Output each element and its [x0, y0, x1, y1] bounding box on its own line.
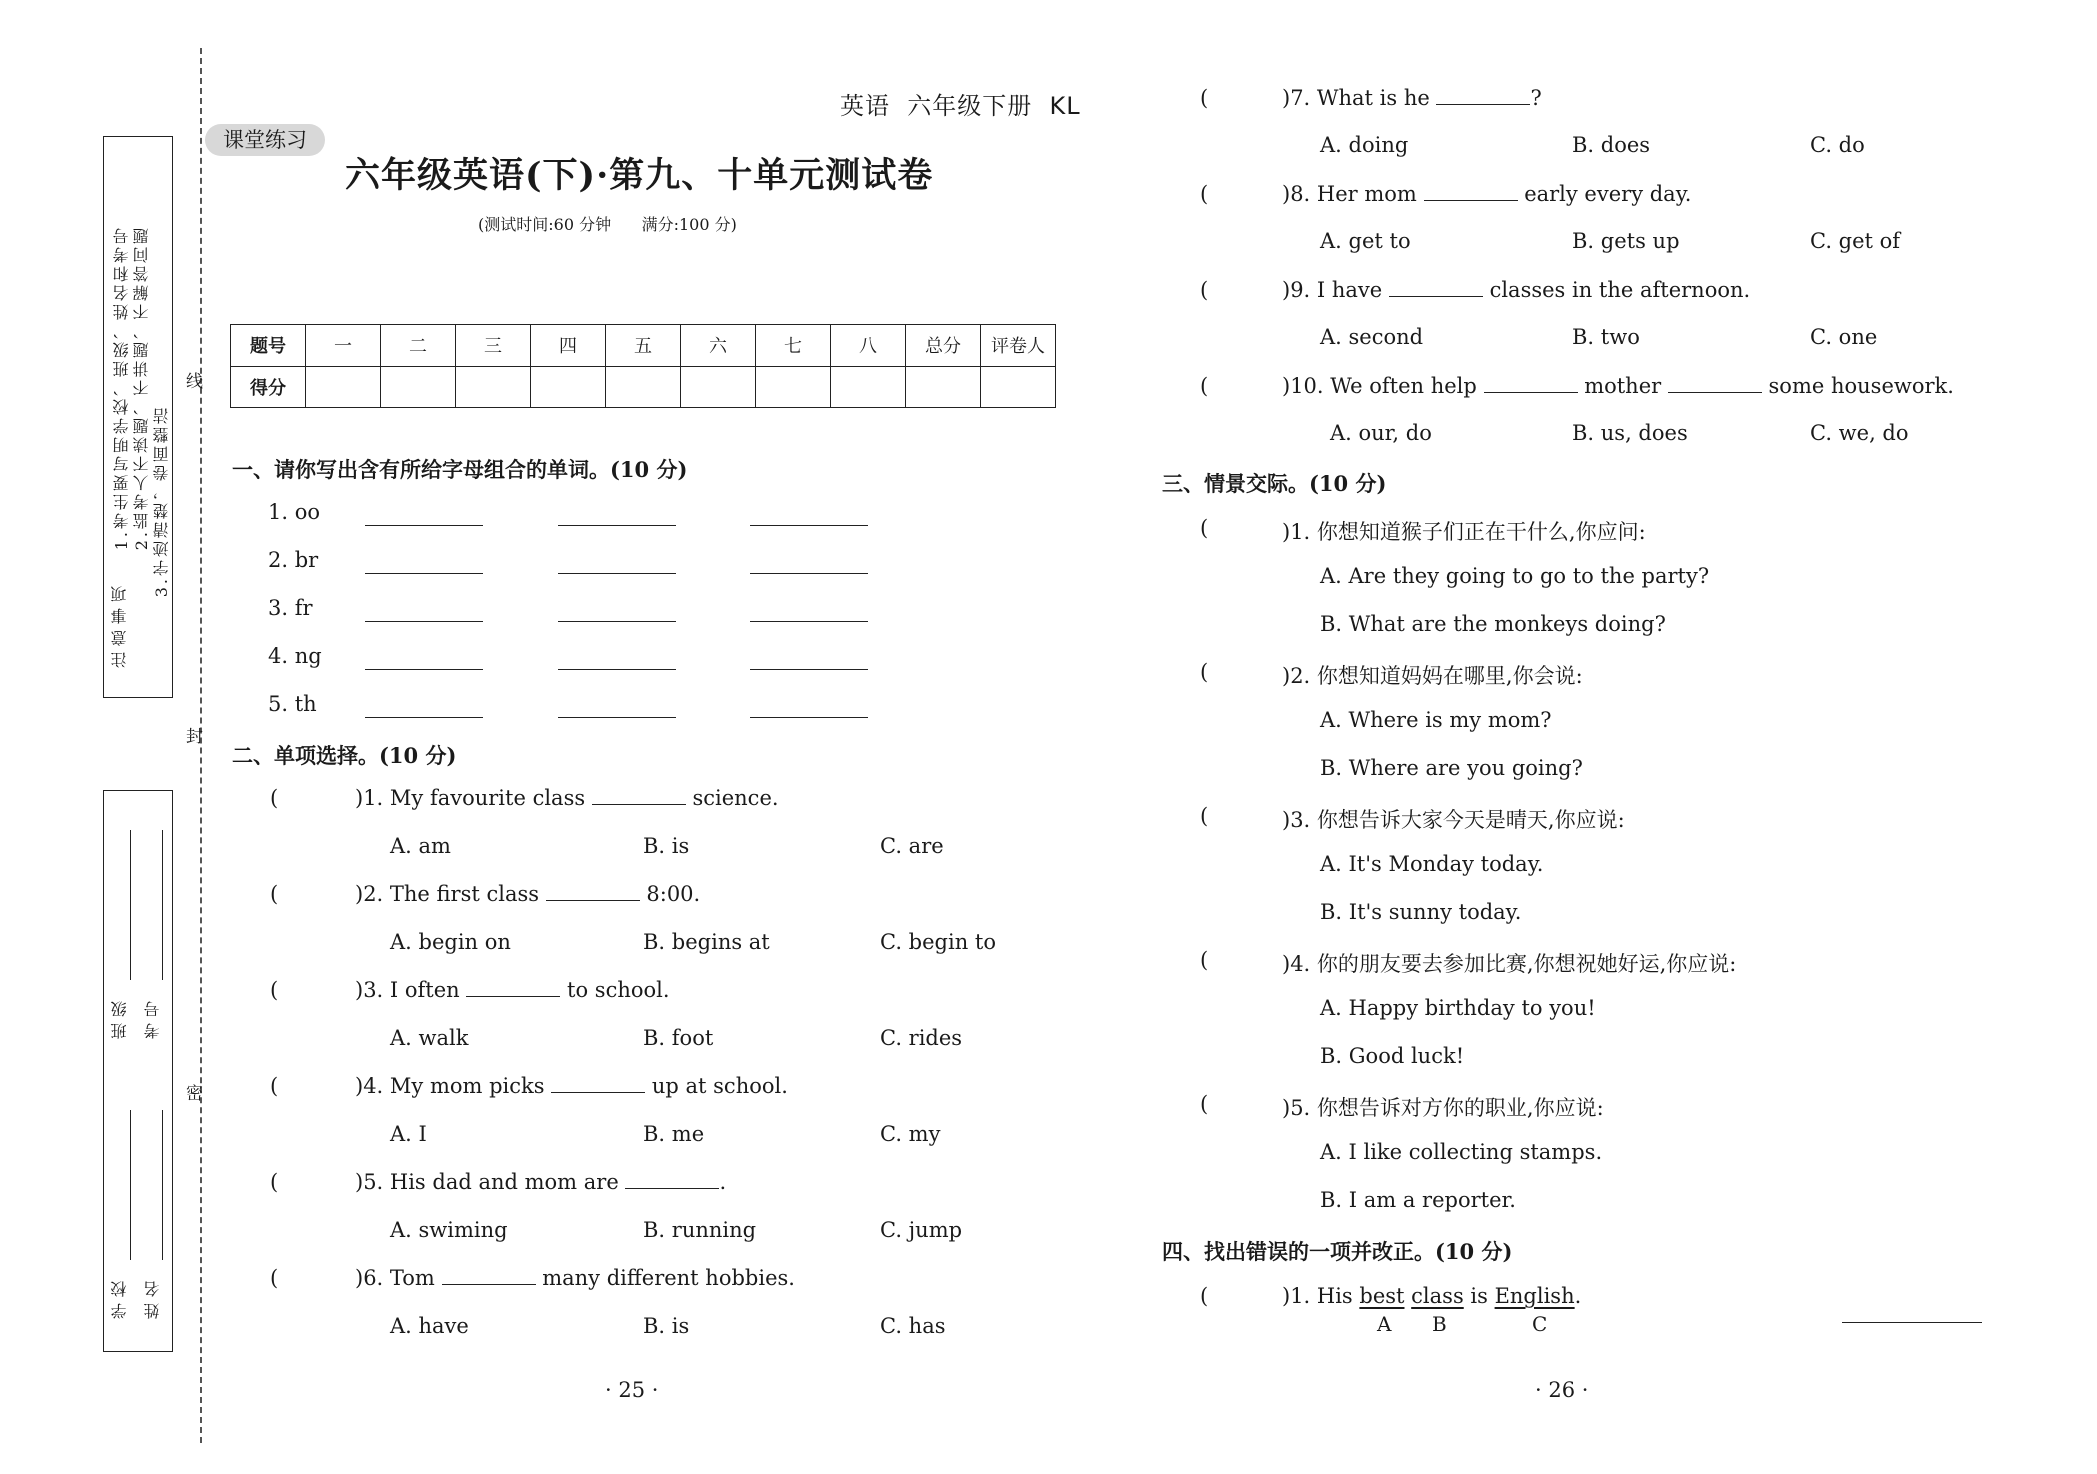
option-b: B. foot — [643, 1026, 714, 1050]
option-b: B. gets up — [1572, 229, 1680, 253]
question-stem: )5. His dad and mom are . — [355, 1170, 727, 1194]
option-a: A. our, do — [1330, 421, 1432, 445]
option-b: B. begins at — [643, 930, 770, 954]
school-field-line — [130, 1110, 131, 1260]
option-b: B. running — [643, 1218, 757, 1242]
answer-paren[interactable]: ( — [1200, 660, 1209, 684]
answer-blank[interactable] — [558, 621, 676, 622]
option-word-b: class — [1411, 1284, 1464, 1308]
score-input-cell[interactable] — [381, 366, 456, 408]
notes-line-3: 3.字迹清楚，卷面整洁 — [152, 405, 171, 598]
answer-paren[interactable]: ( — [1200, 278, 1209, 302]
score-cell: 五 — [606, 325, 681, 367]
score-cell: 一 — [306, 325, 381, 367]
option-a: A. get to — [1320, 229, 1411, 253]
answer-blank[interactable] — [750, 669, 868, 670]
option-a: A. Where is my mom? — [1320, 708, 1552, 732]
letter-combo-item: 1. oo — [268, 500, 320, 524]
option-c: C. we, do — [1810, 421, 1909, 445]
question-stem: )8. Her mom early every day. — [1282, 182, 1692, 206]
option-c: C. are — [880, 834, 944, 858]
binding-dashed-line — [200, 48, 202, 1443]
option-c: C. one — [1810, 325, 1878, 349]
option-b: B. I am a reporter. — [1320, 1188, 1516, 1212]
score-input-cell[interactable] — [681, 366, 756, 408]
option-a: A. Happy birthday to you! — [1320, 996, 1596, 1020]
exam-subtitle: (测试时间:60 分钟 满分:100 分) — [478, 215, 737, 234]
answer-paren[interactable]: ( — [1200, 182, 1209, 206]
name-field-line — [162, 1110, 163, 1260]
option-a: A. have — [390, 1314, 469, 1338]
score-cell: 二 — [381, 325, 456, 367]
question-stem: )4. 你的朋友要去参加比赛,你想祝她好运,你应说: — [1282, 952, 1737, 976]
question-stem: )7. What is he ? — [1282, 86, 1542, 110]
question-stem: )10. We often help mother some housework. — [1282, 374, 1954, 398]
option-c: C. jump — [880, 1218, 963, 1242]
field-name: 姓名 — [143, 1275, 162, 1319]
section1-title: 一、请你写出含有所给字母组合的单词。(10 分) — [232, 457, 688, 482]
subject-header: 英语 六年级下册 KL — [840, 92, 1081, 120]
question-stem: )9. I have classes in the afternoon. — [1282, 278, 1751, 302]
score-cell: 总分 — [906, 325, 981, 367]
score-value-row — [231, 366, 1056, 408]
answer-paren[interactable]: ( — [270, 1170, 279, 1194]
page-number-left: · 25 · — [605, 1378, 659, 1402]
answer-blank[interactable] — [558, 573, 676, 574]
score-cell: 得分 — [231, 366, 306, 408]
answer-blank[interactable] — [365, 621, 483, 622]
question-stem: )1. My favourite class science. — [355, 786, 779, 810]
answer-blank[interactable] — [750, 525, 868, 526]
answer-blank[interactable] — [365, 573, 483, 574]
answer-paren[interactable]: ( — [270, 882, 279, 906]
field-school: 学校 — [110, 1275, 129, 1319]
option-a: A. am — [390, 834, 451, 858]
answer-blank[interactable] — [750, 573, 868, 574]
notes-line-1: 1.考生要写明学校、班级、姓名和考号 — [112, 225, 131, 551]
field-class: 班级 — [110, 995, 129, 1039]
answer-paren[interactable]: ( — [1200, 516, 1209, 540]
practice-badge: 课堂练习 — [205, 124, 325, 156]
score-cell: 八 — [831, 325, 906, 367]
score-input-cell[interactable] — [981, 366, 1056, 408]
score-input-cell[interactable] — [906, 366, 981, 408]
option-a: A. swiming — [390, 1218, 508, 1242]
question-stem: )6. Tom many different hobbies. — [355, 1266, 795, 1290]
option-b: B. is — [643, 834, 690, 858]
answer-paren[interactable]: ( — [1200, 948, 1209, 972]
answer-blank[interactable] — [365, 717, 483, 718]
option-c: C. begin to — [880, 930, 996, 954]
question-stem: )1. 你想知道猴子们正在干什么,你应问: — [1282, 520, 1646, 544]
answer-blank[interactable] — [558, 717, 676, 718]
option-b: B. Where are you going? — [1320, 756, 1583, 780]
answer-blank[interactable] — [750, 621, 868, 622]
option-a: A. begin on — [390, 930, 511, 954]
option-a: A. second — [1320, 325, 1424, 349]
score-cell: 评卷人 — [981, 325, 1056, 367]
exam-title: 六年级英语(下)·第九、十单元测试卷 — [345, 155, 934, 196]
question-stem: )3. 你想告诉大家今天是晴天,你应说: — [1282, 808, 1625, 832]
score-input-cell[interactable] — [756, 366, 831, 408]
score-cell: 七 — [756, 325, 831, 367]
score-input-cell[interactable] — [606, 366, 681, 408]
section2-title: 二、单项选择。(10 分) — [232, 743, 457, 768]
score-input-cell[interactable] — [306, 366, 381, 408]
option-b: B. two — [1572, 325, 1640, 349]
seal-char-seal: 封 — [182, 727, 202, 744]
answer-paren[interactable]: ( — [1200, 86, 1209, 110]
answer-blank[interactable] — [365, 669, 483, 670]
question-stem: )3. I often to school. — [355, 978, 670, 1002]
option-b: B. is — [643, 1314, 690, 1338]
option-b: B. It's sunny today. — [1320, 900, 1522, 924]
field-exam-number: 考号 — [143, 995, 162, 1039]
option-b: B. What are the monkeys doing? — [1320, 612, 1666, 636]
section4-title: 四、找出错误的一项并改正。(10 分) — [1162, 1239, 1513, 1264]
correction-blank[interactable] — [1842, 1322, 1982, 1323]
answer-paren[interactable]: ( — [270, 786, 279, 810]
seal-char-line: 线 — [182, 372, 202, 389]
notes-label: 注意事项 — [110, 580, 129, 668]
score-cell: 六 — [681, 325, 756, 367]
letter-combo-item: 2. br — [268, 548, 319, 572]
section3-title: 三、情景交际。(10 分) — [1162, 471, 1387, 496]
error-correction-sentence: )1. His best class is English. — [1282, 1284, 1582, 1308]
option-a: A. I — [390, 1122, 427, 1146]
question-stem: )2. 你想知道妈妈在哪里,你会说: — [1282, 664, 1583, 688]
answer-paren[interactable]: ( — [270, 1266, 279, 1290]
answer-paren[interactable]: ( — [270, 978, 279, 1002]
answer-paren[interactable]: ( — [1200, 1284, 1209, 1308]
option-a: A. walk — [390, 1026, 469, 1050]
notes-line-2: 2.监考人不读题、不讲题、不解答问题 — [132, 225, 151, 551]
option-c: C. rides — [880, 1026, 963, 1050]
option-word-c: English — [1494, 1284, 1575, 1308]
question-stem: )4. My mom picks up at school. — [355, 1074, 788, 1098]
score-input-cell[interactable] — [831, 366, 906, 408]
option-a: A. It's Monday today. — [1320, 852, 1544, 876]
answer-paren[interactable]: ( — [1200, 1092, 1209, 1116]
option-label-a: A — [1377, 1312, 1392, 1336]
option-c: C. get of — [1810, 229, 1901, 253]
question-stem: )2. The first class 8:00. — [355, 882, 701, 906]
option-b: B. does — [1572, 133, 1651, 157]
score-cell: 四 — [531, 325, 606, 367]
score-input-cell[interactable] — [531, 366, 606, 408]
answer-paren[interactable]: ( — [270, 1074, 279, 1098]
seal-char-dense: 密 — [182, 1084, 202, 1101]
score-cell: 三 — [456, 325, 531, 367]
option-a: A. Are they going to go to the party? — [1320, 564, 1710, 588]
option-label-b: B — [1432, 1312, 1447, 1336]
score-table — [230, 324, 1056, 408]
answer-blank[interactable] — [558, 669, 676, 670]
option-c: C. my — [880, 1122, 941, 1146]
answer-paren[interactable]: ( — [1200, 374, 1209, 398]
letter-combo-item: 4. ng — [268, 644, 322, 668]
option-c: C. has — [880, 1314, 946, 1338]
option-a: A. I like collecting stamps. — [1320, 1140, 1603, 1164]
answer-blank[interactable] — [365, 525, 483, 526]
answer-paren[interactable]: ( — [1200, 804, 1209, 828]
question-stem: )5. 你想告诉对方你的职业,你应说: — [1282, 1096, 1604, 1120]
page-number-right: · 26 · — [1535, 1378, 1589, 1402]
option-c: C. do — [1810, 133, 1865, 157]
answer-blank[interactable] — [750, 717, 868, 718]
option-b: B. me — [643, 1122, 705, 1146]
score-header-row — [231, 325, 1056, 367]
class-field-line — [130, 830, 131, 980]
score-input-cell[interactable] — [456, 366, 531, 408]
answer-blank[interactable] — [558, 525, 676, 526]
option-word-a: best — [1359, 1284, 1405, 1308]
option-label-c: C — [1532, 1312, 1548, 1336]
letter-combo-item: 5. th — [268, 692, 317, 716]
score-cell: 题号 — [231, 325, 306, 367]
letter-combo-item: 3. fr — [268, 596, 313, 620]
exam-number-field-line — [162, 830, 163, 980]
option-b: B. Good luck! — [1320, 1044, 1465, 1068]
option-b: B. us, does — [1572, 421, 1688, 445]
option-a: A. doing — [1320, 133, 1409, 157]
